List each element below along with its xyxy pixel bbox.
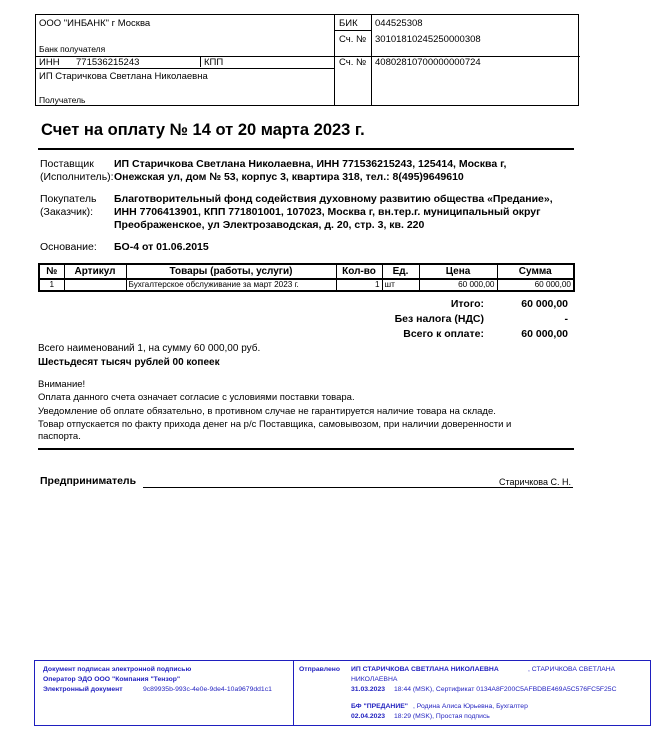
recipient-label: Получатель (39, 95, 86, 105)
kpp-label: КПП (204, 57, 224, 68)
edo-doc-id: 9c89935b-993c-4e0e-9de4-10a9679dd1c1 (143, 686, 272, 693)
row-name: Бухгалтерское обслуживание за март 2023 г. (126, 279, 336, 291)
edo-signed-text: Документ подписан электронной подписью (43, 666, 192, 673)
notice-line-2: Уведомление об оплате обязательно, в противном случае не гарантируется наличие товара на складе. (38, 406, 496, 417)
row-qty: 1 (336, 279, 382, 291)
edo-sent-label: Отправлено (299, 666, 341, 673)
corr-account-value: 30101810245250000308 (375, 34, 481, 45)
summary-count: Всего наименований 1, на сумму 60 000,00 руб. (38, 343, 261, 354)
divider (36, 68, 334, 69)
total-value: 60 000,00 (521, 298, 568, 310)
inn-value: 771536215243 (76, 57, 140, 68)
account-value: 40802810700000000724 (375, 57, 481, 68)
total-label: Итого: (450, 298, 484, 310)
divider (334, 15, 335, 105)
buyer-label-2: (Заказчик): (40, 206, 94, 218)
col-price-header: Цена (419, 264, 497, 279)
row-unit: шт (382, 279, 419, 291)
edo-stamp (34, 660, 651, 726)
basis-label: Основание: (40, 241, 97, 253)
recipient-name: ИП Старичкова Светлана Николаевна (39, 71, 208, 82)
edo-recv-time: 18:29 (MSK), Простая подпись (394, 713, 490, 720)
bank-name: ООО "ИНБАНК" г Москва (39, 18, 151, 29)
edo-sent-org: ИП СТАРИЧКОВА СВЕТЛАНА НИКОЛАЕВНА (351, 666, 499, 673)
vat-label: Без налога (НДС) (394, 313, 484, 325)
table-row (39, 279, 574, 291)
bank-label: Банк получателя (39, 44, 106, 54)
divider (334, 30, 371, 31)
notice-line-3: Товар отпускается по факту прихода денег на р/с Поставщика, самовывозом, при наличии доверенности и (38, 419, 512, 430)
row-article (64, 279, 126, 291)
vat-value: - (564, 313, 568, 325)
row-sum: 60 000,00 (497, 279, 574, 291)
due-value: 60 000,00 (521, 328, 568, 340)
edo-sent-person-2: НИКОЛАЕВНА (351, 676, 398, 683)
signer-name: Старичкова С. Н. (499, 477, 571, 487)
signature-line (143, 487, 573, 488)
buyer-line-3: Преображенское, ул Электрозаводская, д. 20, стр. 3, кв. 220 (114, 219, 425, 231)
bik-label: БИК (339, 18, 358, 29)
inn-label: ИНН (39, 57, 60, 68)
supplier-label: Поставщик (40, 158, 94, 170)
bik-value: 044525308 (375, 18, 423, 29)
buyer-line-2: ИНН 7706413901, КПП 771801001, 107023, Москва г, вн.тер.г. муниципальный округ (114, 206, 541, 218)
notice-rule (38, 448, 574, 450)
col-name-header: Товары (работы, услуги) (126, 264, 336, 279)
summary-words: Шестьдесят тысяч рублей 00 копеек (38, 357, 220, 368)
col-article-header: Артикул (64, 264, 126, 279)
title-rule (38, 148, 574, 150)
invoice-title: Счет на оплату № 14 от 20 марта 2023 г. (41, 121, 365, 139)
col-unit-header: Ед. (382, 264, 419, 279)
items-table (38, 263, 575, 292)
edo-doc-label: Электронный документ (43, 686, 123, 693)
signature-label: Предприниматель (40, 475, 137, 487)
supplier-label-2: (Исполнитель): (40, 171, 114, 183)
divider (293, 661, 294, 725)
supplier-line-2: Онежская ул, дом № 53, корпус 3, квартира 318, тел.: 8(495)9649610 (114, 171, 464, 183)
due-label: Всего к оплате: (403, 328, 484, 340)
divider (200, 56, 201, 67)
edo-sent-person: , СТАРИЧКОВА СВЕТЛАНА (528, 666, 616, 673)
edo-operator: Оператор ЭДО ООО "Компания "Тензор" (43, 676, 181, 683)
notice-line-4: паспорта. (38, 431, 81, 442)
table-header-row (39, 264, 574, 279)
edo-recv-org: БФ "ПРЕДАНИЕ" (351, 703, 408, 710)
buyer-line-1: Благотворительный фонд содействия духовному развитию общества «Предание», (114, 193, 553, 205)
edo-recv-date: 02.04.2023 (351, 713, 386, 720)
edo-sent-date: 31.03.2023 (351, 686, 386, 693)
notice-heading: Внимание! (38, 379, 86, 390)
col-num-header: № (39, 264, 64, 279)
edo-recv-person: , Родина Алиса Юрьевна, Бухгалтер (413, 703, 528, 710)
notice-line-1: Оплата данного счета означает согласие с условиями поставки товара. (38, 392, 355, 403)
row-num: 1 (39, 279, 64, 291)
account-label: Сч. № (339, 57, 367, 68)
bank-details (35, 14, 579, 106)
col-qty-header: Кол-во (336, 264, 382, 279)
corr-account-label: Сч. № (339, 34, 367, 45)
col-sum-header: Сумма (497, 264, 574, 279)
basis-value: БО-4 от 01.06.2015 (114, 241, 209, 253)
supplier-line-1: ИП Старичкова Светлана Николаевна, ИНН 771536215243, 125414, Москва г, (114, 158, 507, 170)
edo-sent-time: 18:44 (MSK), Сертификат 0134A8F200C5AFBDBE469A5C576FC5F25C (394, 686, 617, 693)
divider (371, 15, 372, 105)
buyer-label: Покупатель (40, 193, 97, 205)
row-price: 60 000,00 (419, 279, 497, 291)
